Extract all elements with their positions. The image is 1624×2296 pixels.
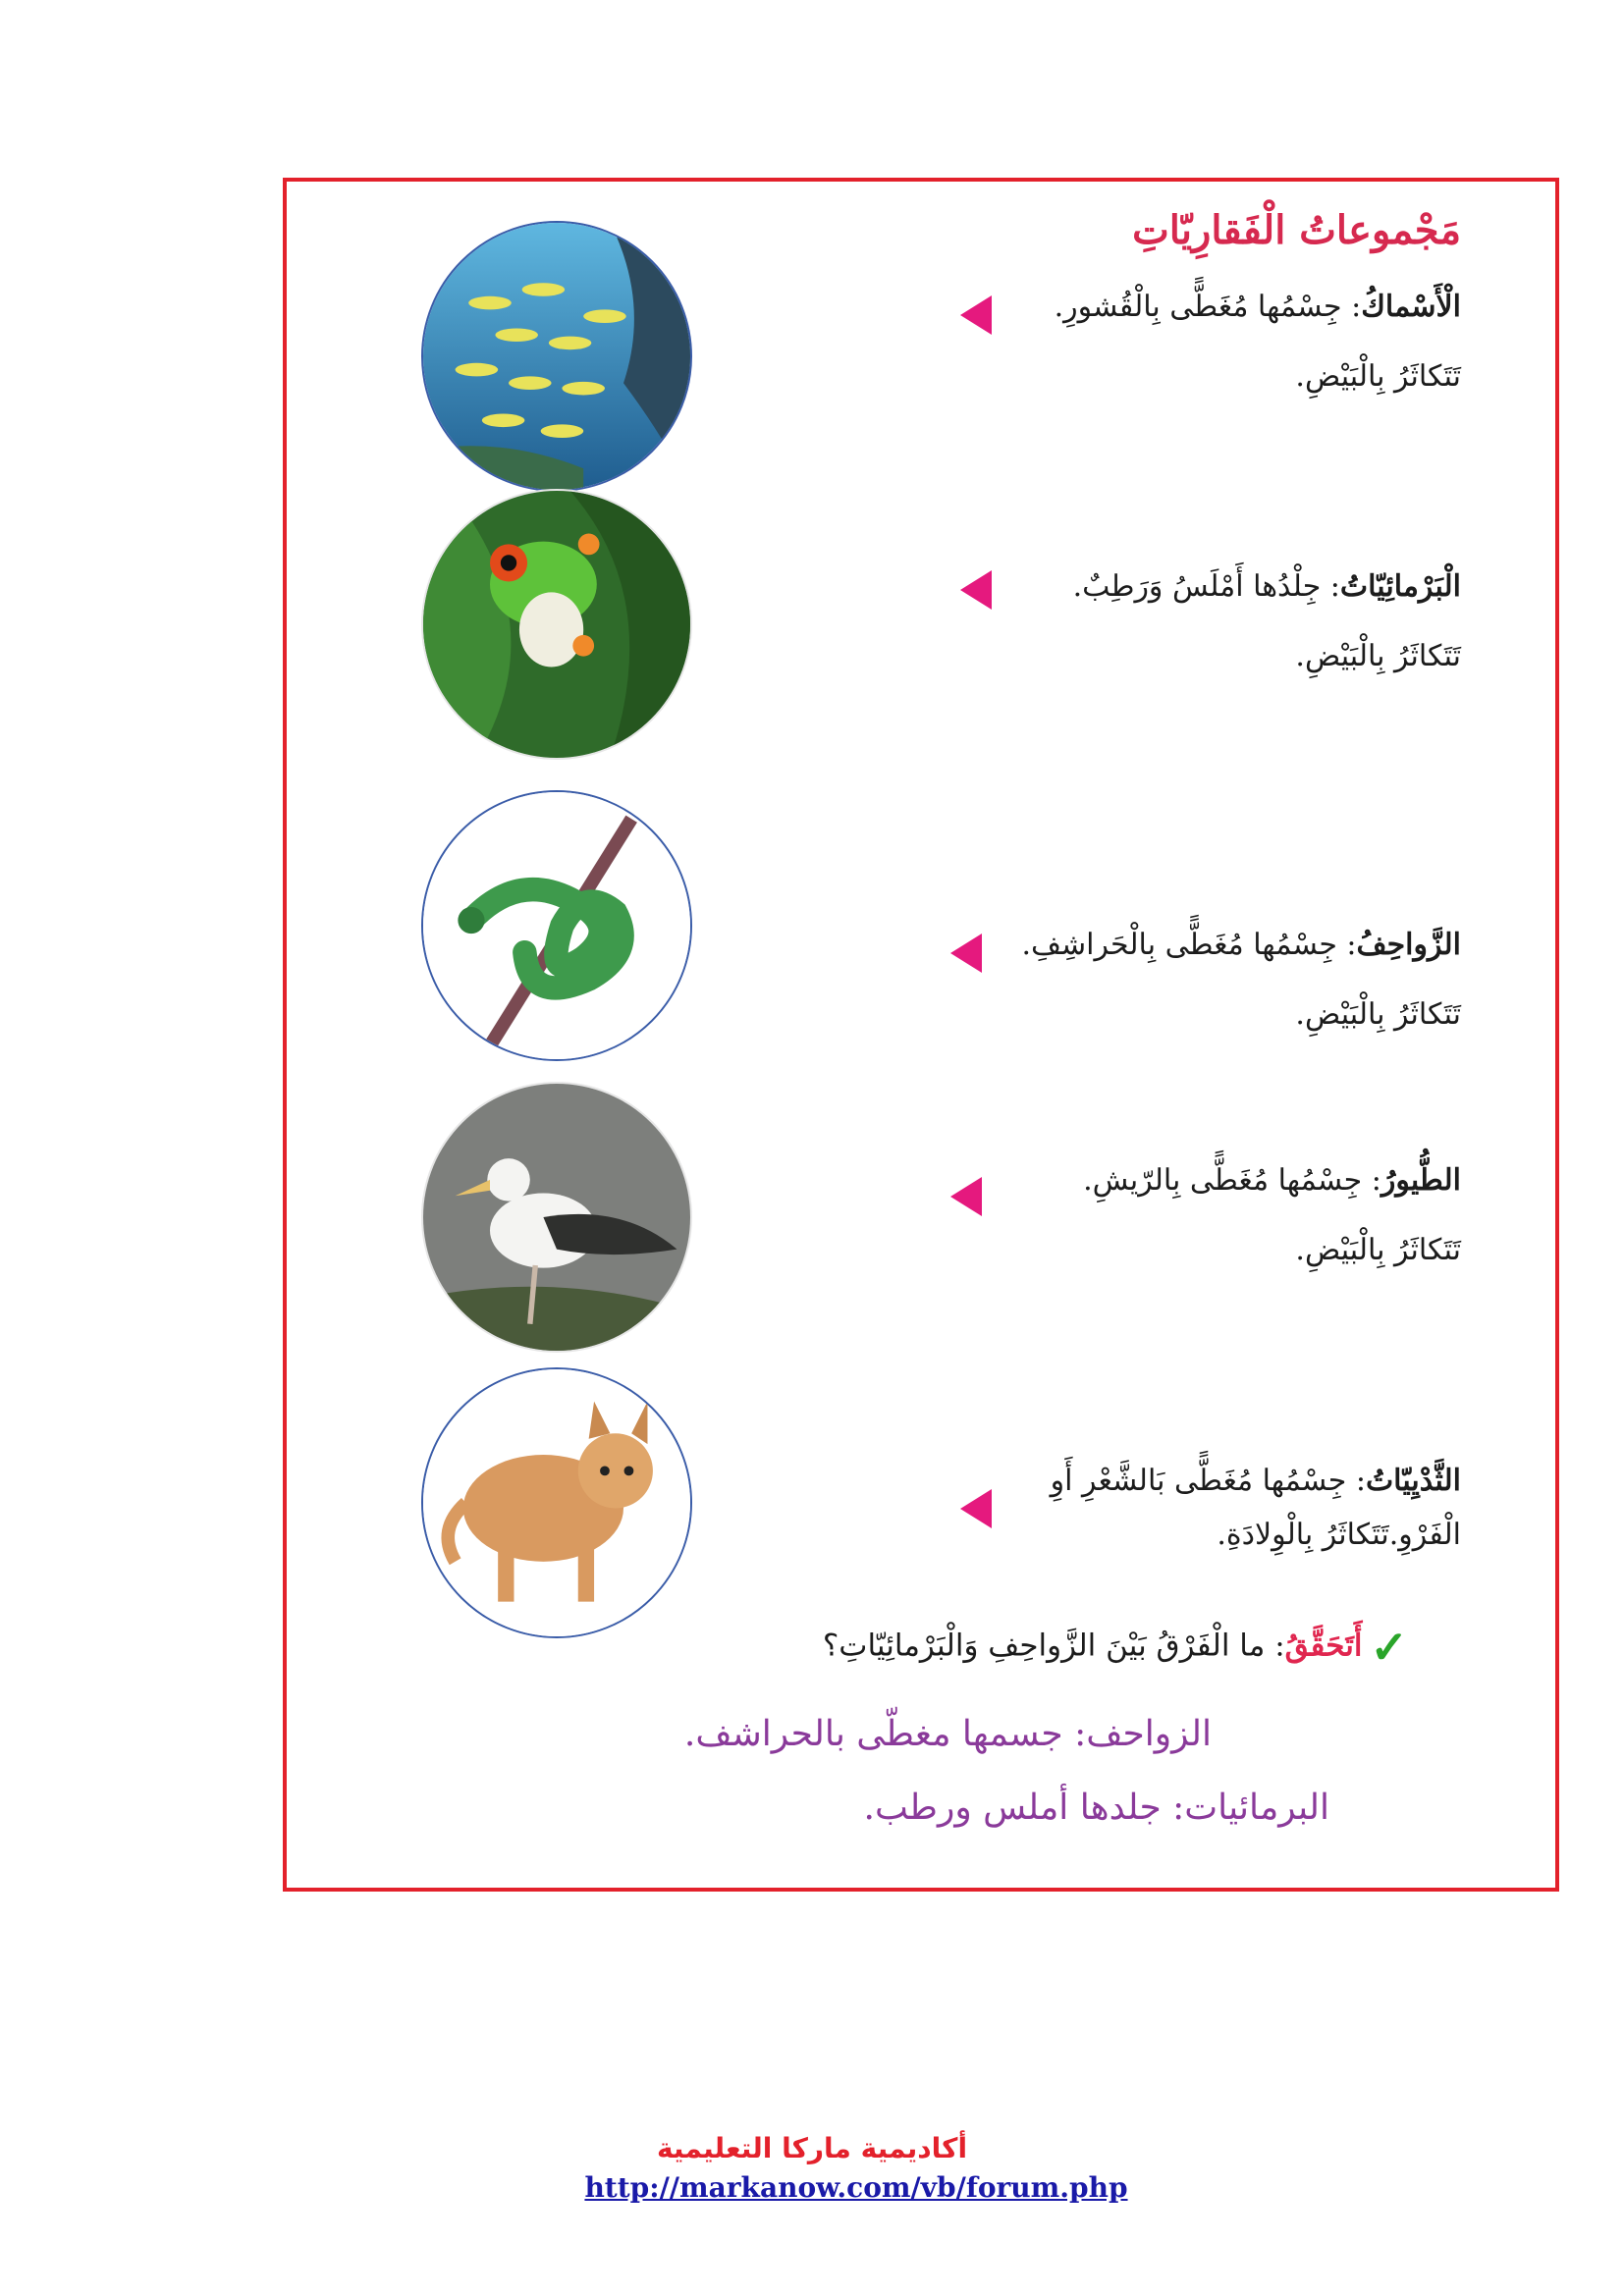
group-reproduction: الْفَرْوِ.تَتَكاثَرُ بِالْوِلادَةِ. bbox=[1217, 1518, 1461, 1552]
footer-link[interactable]: http://markanow.com/vb/forum.php bbox=[584, 2171, 1128, 2204]
group-name: الْأَسْماكُ bbox=[1361, 290, 1461, 324]
pointer-arrow-icon bbox=[960, 295, 992, 335]
check-icon: ✓ bbox=[1370, 1621, 1408, 1674]
check-label: أَتَحَقَّقُ bbox=[1284, 1628, 1363, 1664]
pointer-arrow-icon bbox=[960, 1489, 992, 1528]
pointer-arrow-icon bbox=[950, 934, 982, 973]
group-amphibians bbox=[1073, 569, 1461, 673]
group-reproduction: تَتَكاثَرُ بِالْبَيْضِ. bbox=[1295, 997, 1461, 1032]
group-name: الطُّيورُ bbox=[1380, 1163, 1461, 1198]
answer-amphibians: البرمائيات: جلدها أملس ورطب. bbox=[863, 1788, 1329, 1828]
group-desc: : جِسْمُها مُغَطًّى بَالشَّعْرِ أَوِ bbox=[1050, 1464, 1366, 1498]
group-desc: : جِسْمُها مُغَطًّى بِالْحَراشِفِ. bbox=[1021, 928, 1357, 962]
group-fish bbox=[1055, 290, 1461, 394]
section-title: مَجْموعاتُ الْفَقارِيّاتِ bbox=[1132, 207, 1461, 253]
group-desc: : جِلْدُها أَمْلَسُ وَرَطِبٌ. bbox=[1072, 569, 1340, 604]
group-mammals bbox=[1051, 1464, 1461, 1552]
green-snake-image bbox=[421, 790, 692, 1061]
group-reptiles bbox=[1021, 928, 1461, 1032]
fish-school-image bbox=[421, 221, 692, 492]
albatross-image bbox=[421, 1082, 692, 1353]
check-question bbox=[823, 1621, 1408, 1674]
check-question-text: : ما الْفَرْقُ بَيْنَ الزَّواحِفِ وَالْبَرْمائِيّاتِ؟ bbox=[822, 1628, 1285, 1664]
pointer-arrow-icon bbox=[960, 570, 992, 610]
tree-frog-image bbox=[421, 489, 692, 760]
group-reproduction: تَتَكاثَرُ بِالْبَيْضِ. bbox=[1295, 639, 1461, 673]
group-birds bbox=[1083, 1163, 1461, 1267]
content-frame bbox=[283, 178, 1559, 1892]
group-name: الزَّواحِفُ bbox=[1356, 928, 1461, 962]
group-desc: : جِسْمُها مُغَطًّى بِالْقُشورِ. bbox=[1054, 290, 1362, 324]
group-reproduction: تَتَكاثَرُ بِالْبَيْضِ. bbox=[1295, 359, 1461, 394]
group-name: الثَّدْيِيّاتُ bbox=[1365, 1464, 1461, 1498]
sand-cat-image bbox=[421, 1367, 692, 1638]
group-desc: : جِسْمُها مُغَطًّى بِالرّيشِ. bbox=[1083, 1163, 1381, 1198]
answer-reptiles: الزواحف: جسمها مغطّى بالحراشف. bbox=[683, 1714, 1212, 1754]
group-name: الْبَرْمائِيّاتُ bbox=[1339, 569, 1461, 604]
footer-title: أكاديمية ماركا التعليمية bbox=[656, 2132, 968, 2164]
pointer-arrow-icon bbox=[950, 1177, 982, 1216]
group-reproduction: تَتَكاثَرُ بِالْبَيْضِ. bbox=[1295, 1233, 1461, 1267]
